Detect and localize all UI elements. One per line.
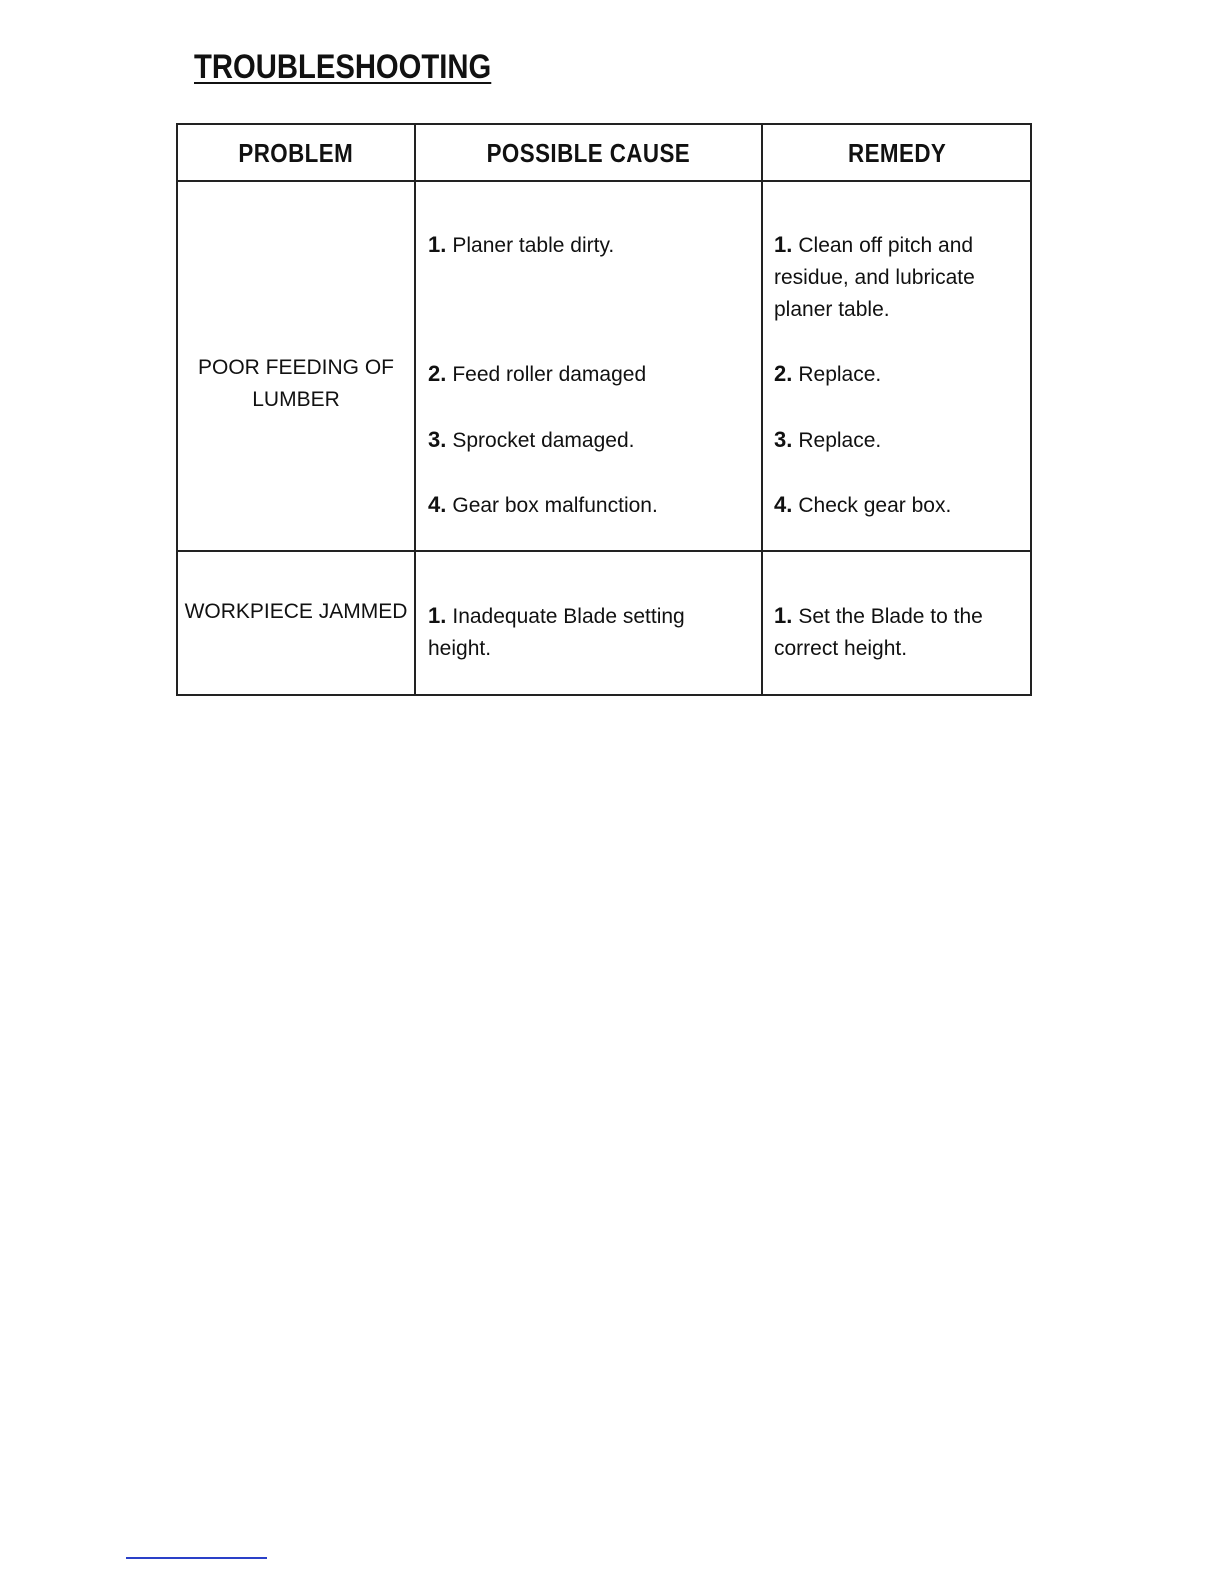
cause-item [428, 358, 748, 391]
remedy-text: Check gear box. [798, 494, 952, 517]
remedy-item [774, 358, 1024, 391]
remedy-text: Set the Blade to the correct height. [774, 605, 983, 660]
problem-cell: WORKPIECE JAMMED [184, 600, 408, 623]
remedy-item [774, 489, 1024, 522]
remedy-text: Replace. [798, 363, 882, 386]
header-remedy: REMEDY [848, 137, 947, 168]
column-divider [414, 125, 416, 694]
item-number: 1. [774, 232, 793, 257]
cause-text: Sprocket damaged. [452, 429, 635, 452]
cause-item [428, 600, 728, 665]
item-number: 1. [428, 603, 447, 628]
troubleshooting-table [176, 123, 1032, 696]
item-number: 1. [428, 232, 447, 257]
remedy-text: Clean off pitch and residue, and lubricate planer table. [774, 234, 975, 321]
remedy-item [774, 600, 1024, 665]
remedy-text: Replace. [798, 429, 882, 452]
item-number: 4. [774, 492, 793, 517]
item-number: 3. [428, 427, 447, 452]
page-title: TROUBLESHOOTING [194, 48, 492, 86]
footer-rule [126, 1557, 267, 1559]
cause-text: Gear box malfunction. [452, 494, 658, 517]
cause-text: Inadequate Blade setting height. [428, 605, 685, 660]
remedy-item [774, 424, 1024, 457]
problem-cell: POOR FEEDING OF LUMBER [197, 356, 394, 411]
cause-item [428, 229, 748, 262]
row-divider [178, 550, 1030, 552]
cause-text: Feed roller damaged [452, 363, 647, 386]
column-divider [761, 125, 763, 694]
header-problem: PROBLEM [238, 137, 354, 168]
remedy-item [774, 229, 1024, 326]
item-number: 4. [428, 492, 447, 517]
item-number: 2. [428, 361, 447, 386]
cause-item [428, 489, 748, 522]
item-number: 3. [774, 427, 793, 452]
item-number: 1. [774, 603, 793, 628]
item-number: 2. [774, 361, 793, 386]
cause-item [428, 424, 748, 457]
header-possible-cause: POSSIBLE CAUSE [486, 137, 691, 168]
cause-text: Planer table dirty. [452, 234, 615, 257]
